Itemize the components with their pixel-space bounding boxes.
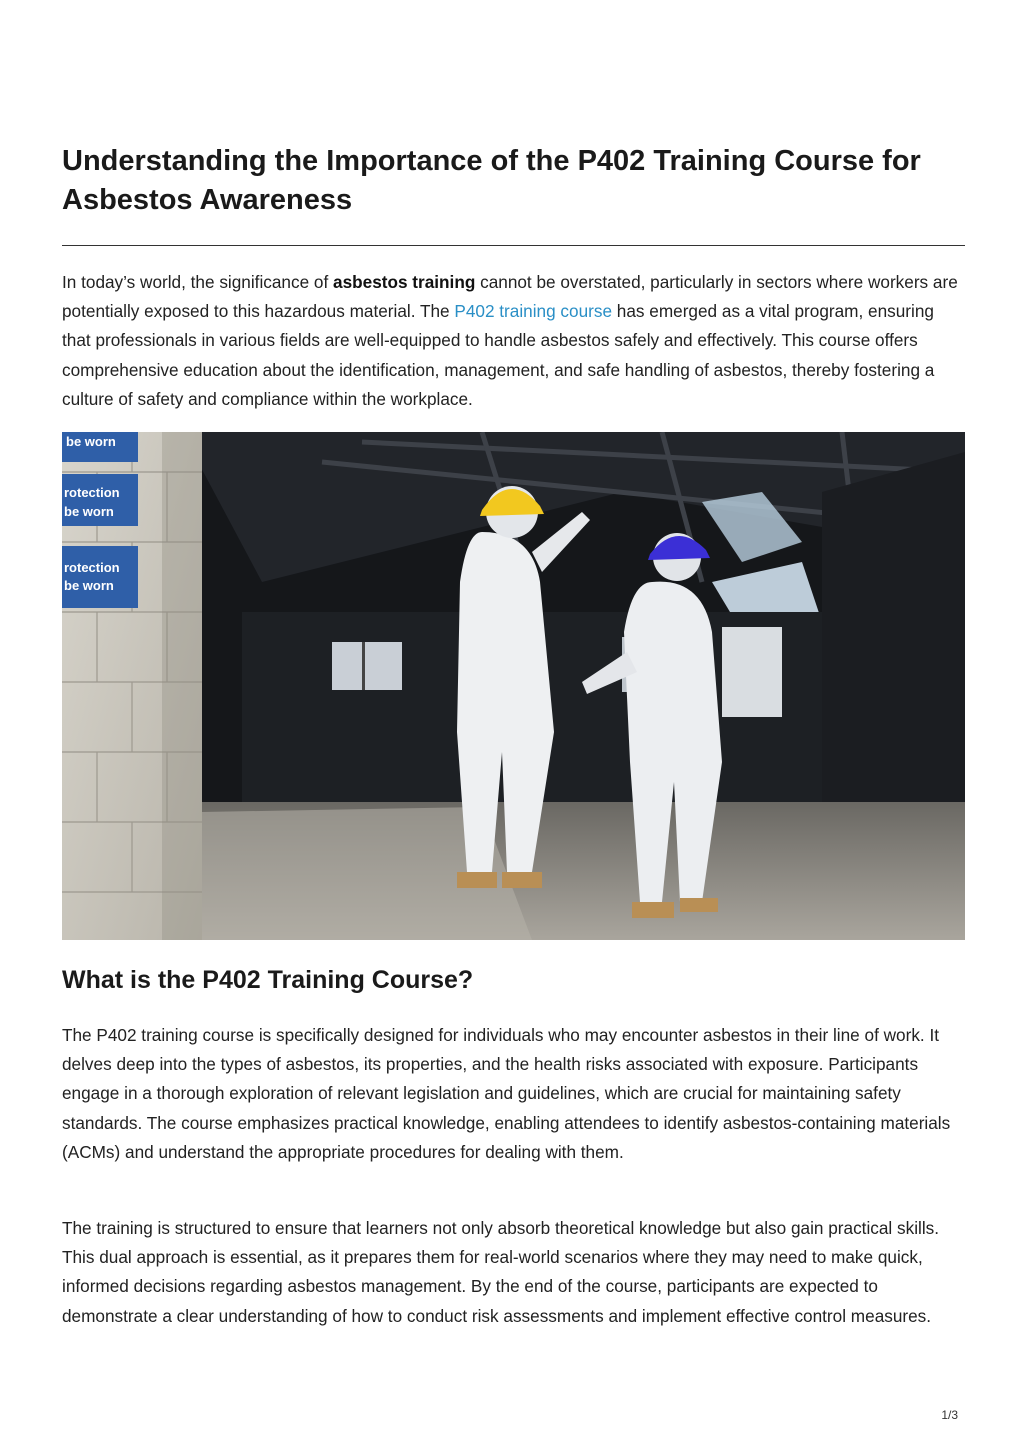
- section-paragraph-1: The P402 training course is specifically designed for individuals who may encounter asbestos in their line of work. It delves deep into the types of asbestos, its properties, and the health risks associated with exposure. Participants engage in a thorough exploration of relevant legislation and guidelines, which are crucial for maintaining safety standards. The course emphasizes practical knowledge, enabling attendees to identify asbestos-containing materials (ACMs) and understand the appropriate procedures for dealing with them.: [62, 1025, 951, 1162]
- section-paragraph-2: The training is structured to ensure that learners not only absorb theoretical knowledge but also gain practical skills. This dual approach is essential, as it prepares them for real-world scenarios where they may need to make quick, informed decisions regarding asbestos management. By the end of the course, participants are expected to demonstrate a clear understanding of how to conduct risk assessments and implement effective control measures.: [62, 1218, 940, 1326]
- intro-paragraph: [62, 268, 965, 414]
- intro-text-end: has emerged as a vital program, ensuring that professionals in various fields are well-equipped to handle asbestos safely and effectively. This course offers comprehensive education about the identification, management, and safe handling of asbestos, thereby fostering a culture of safety and compliance within the workplace.: [62, 301, 935, 409]
- intro-text-start: In today’s world, the significance of: [62, 272, 334, 292]
- intro-text-mid: cannot be overstated, particularly in sectors where workers are potentially exposed to this hazardous material. The: [62, 272, 958, 322]
- intro-bold-term: asbestos training: [333, 272, 476, 292]
- sign-1-line-1: be worn: [66, 434, 116, 449]
- p402-course-link[interactable]: P402 training course: [454, 301, 613, 322]
- safety-signs: [62, 432, 138, 608]
- sign-2-line-2: be worn: [64, 504, 114, 519]
- page-number: 1/3: [941, 1408, 958, 1422]
- sign-3-line-1: rotection: [64, 560, 120, 575]
- page-title: Understanding the Importance of the P402 Training Course for Asbestos Awareness: [62, 145, 921, 216]
- section-heading: What is the P402 Training Course?: [62, 966, 474, 994]
- hero-photo-workers-in-protective-suits: [62, 432, 965, 940]
- sign-3-line-2: be worn: [64, 578, 114, 593]
- sign-2-line-1: rotection: [64, 485, 120, 500]
- title-divider: [62, 245, 965, 246]
